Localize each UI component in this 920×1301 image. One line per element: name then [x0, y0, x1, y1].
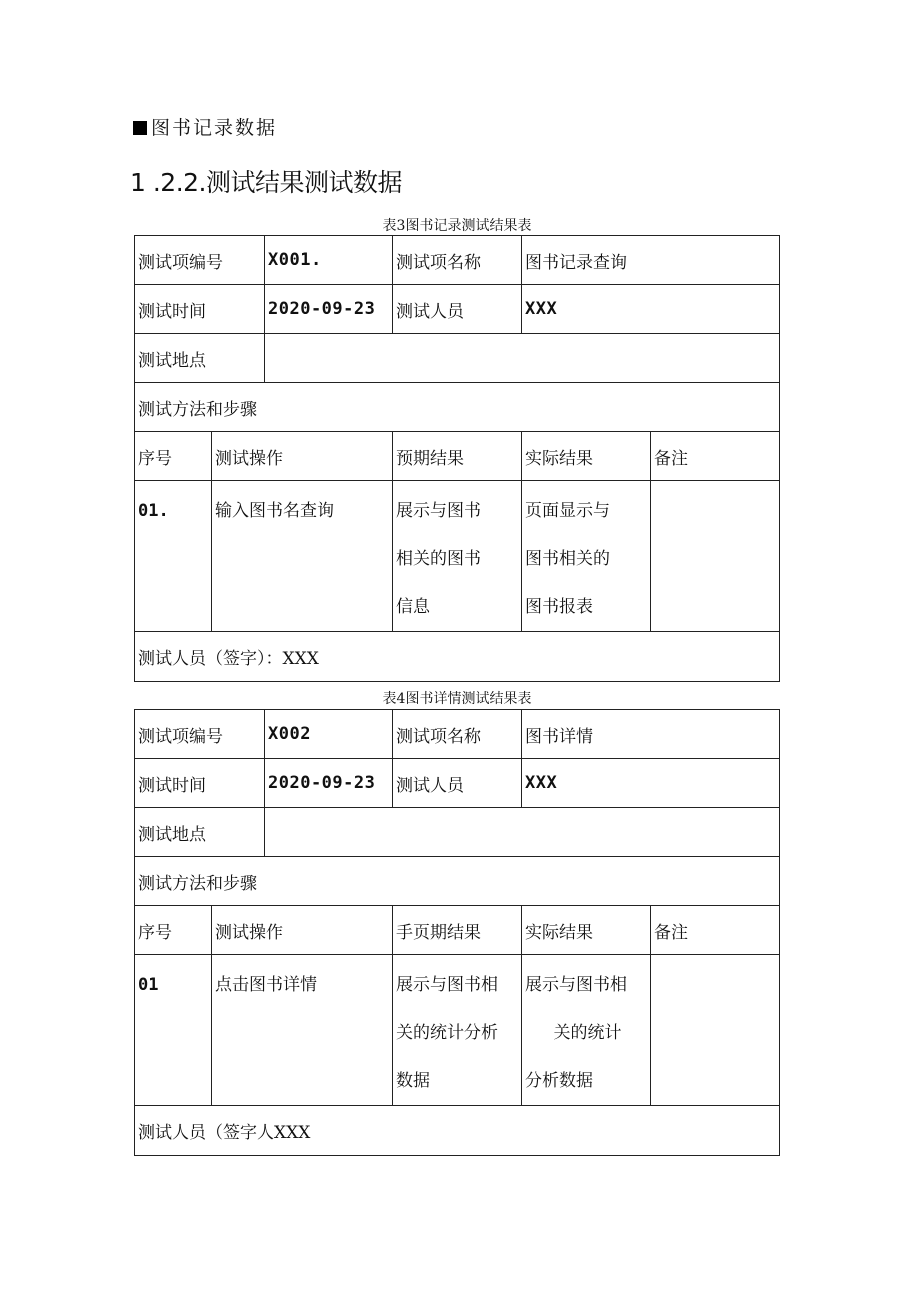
header-operation: 测试操作 [212, 906, 393, 955]
test-name-label: 测试项名称 [393, 710, 522, 759]
tester-label: 测试人员 [393, 285, 522, 334]
row-operation: 输入图书名查询 [212, 481, 393, 632]
row-note [651, 955, 780, 1106]
header-no: 序号 [135, 906, 212, 955]
header-expected: 手页期结果 [393, 906, 522, 955]
row-note [651, 481, 780, 632]
test-time-label: 测试时间 [135, 759, 265, 808]
row-no: 01 [135, 955, 212, 1106]
table-row [135, 955, 780, 1106]
test-time-value: 2020-09-23 [265, 759, 393, 808]
table-caption: 表4图书详情测试结果表 [382, 691, 532, 707]
test-location-label: 测试地点 [135, 334, 265, 383]
header-note: 备注 [651, 432, 780, 481]
square-bullet-icon [133, 121, 147, 135]
test-location-value [265, 334, 780, 383]
test-name-value: 图书记录查询 [522, 236, 780, 285]
tester-label: 测试人员 [393, 759, 522, 808]
test-result-table-1 [134, 235, 780, 682]
table-row [135, 236, 780, 285]
table-caption: 表3图书记录测试结果表 [382, 218, 532, 234]
tester-value: XXX [522, 285, 780, 334]
test-time-label: 测试时间 [135, 285, 265, 334]
test-time-value: 2020-09-23 [265, 285, 393, 334]
table-row [135, 285, 780, 334]
table-row [135, 334, 780, 383]
table-row [135, 759, 780, 808]
header-actual: 实际结果 [522, 906, 651, 955]
table-row [135, 632, 780, 682]
signature: 测试人员（签字）：XXX [135, 632, 780, 682]
table-row [135, 808, 780, 857]
test-method-label: 测试方法和步骤 [135, 857, 780, 906]
table-header-row [135, 906, 780, 955]
table-row [135, 481, 780, 632]
test-id-label: 测试项编号 [135, 710, 265, 759]
table-row [135, 710, 780, 759]
header-expected: 预期结果 [393, 432, 522, 481]
section-bullet: 图书记录数据 [133, 113, 277, 140]
test-location-label: 测试地点 [135, 808, 265, 857]
header-note: 备注 [651, 906, 780, 955]
row-no: 01. [135, 481, 212, 632]
test-id-label: 测试项编号 [135, 236, 265, 285]
row-actual: 页面显示与 图书相关的 图书报表 [522, 481, 651, 632]
header-actual: 实际结果 [522, 432, 651, 481]
row-operation: 点击图书详情 [212, 955, 393, 1106]
test-name-value: 图书详情 [522, 710, 780, 759]
row-actual: 展示与图书相 关的统计 分析数据 [522, 955, 651, 1106]
test-result-table-2 [134, 709, 780, 1156]
test-location-value [265, 808, 780, 857]
row-expected: 展示与图书相 关的统计分析 数据 [393, 955, 522, 1106]
test-method-label: 测试方法和步骤 [135, 383, 780, 432]
table-row [135, 1106, 780, 1156]
header-operation: 测试操作 [212, 432, 393, 481]
signature: 测试人员（签字人XXX [135, 1106, 780, 1156]
header-no: 序号 [135, 432, 212, 481]
test-id-value: X001. [265, 236, 393, 285]
row-expected: 展示与图书 相关的图书 信息 [393, 481, 522, 632]
table-row [135, 857, 780, 906]
table-header-row [135, 432, 780, 481]
test-name-label: 测试项名称 [393, 236, 522, 285]
section-heading: 1 .2.2.测试结果测试数据 [130, 168, 403, 197]
tester-value: XXX [522, 759, 780, 808]
test-id-value: X002 [265, 710, 393, 759]
table-row [135, 383, 780, 432]
